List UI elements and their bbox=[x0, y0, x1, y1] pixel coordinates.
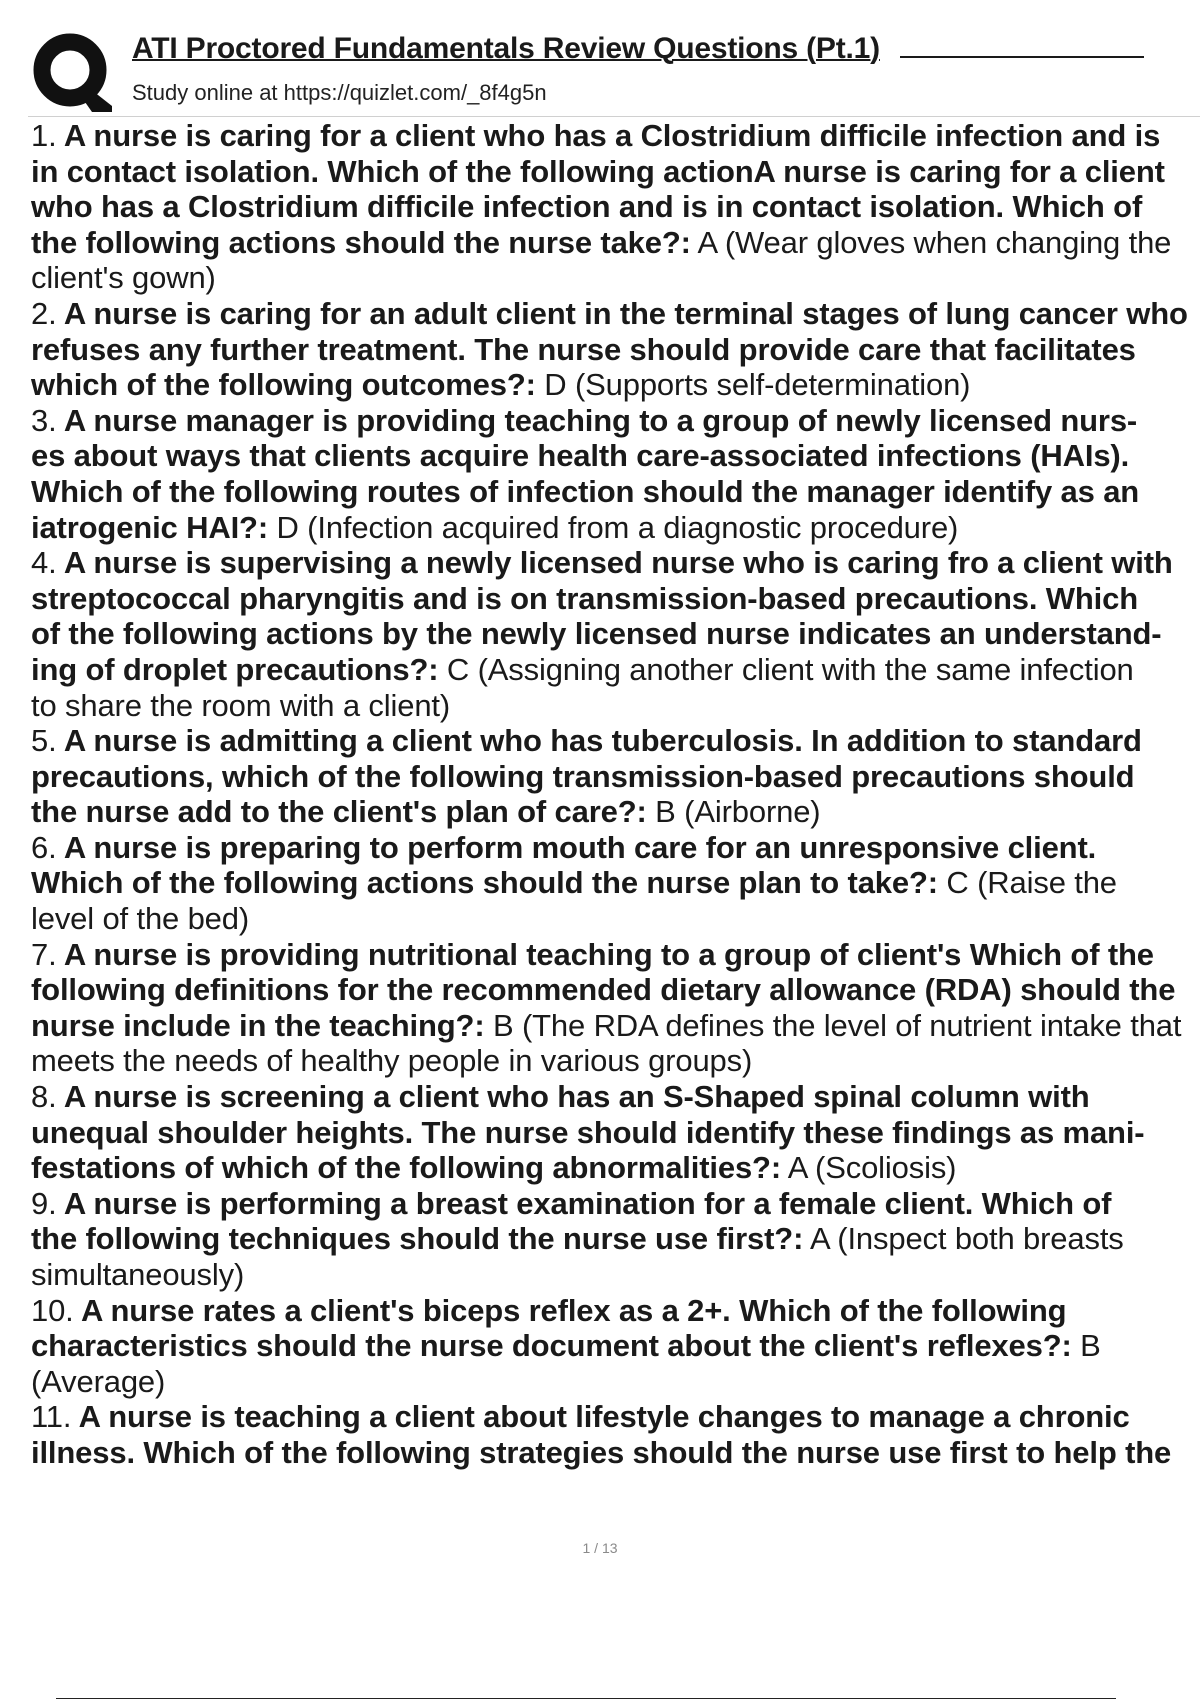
answer-text: A (Scoliosis) bbox=[781, 1150, 957, 1186]
question-line bbox=[31, 225, 1200, 261]
question-text: iatrogenic HAI?: bbox=[31, 509, 269, 545]
question-item bbox=[31, 545, 1200, 581]
question-text: A nurse is admitting a client who has tuberculosis. In addition to standard bbox=[56, 723, 1142, 759]
question-text: A nurse is screening a client who has an S-Shaped spinal column with bbox=[56, 1079, 1090, 1115]
question-text: unequal shoulder heights. The nurse should identify these findings as mani- bbox=[31, 1114, 1145, 1150]
question-text: nurse include in the teaching?: bbox=[31, 1007, 485, 1043]
question-line bbox=[31, 1008, 1200, 1044]
question-text: A nurse is caring for an adult client in the terminal stages of lung cancer who bbox=[56, 295, 1188, 331]
question-number: 8. bbox=[31, 1079, 57, 1115]
question-item bbox=[31, 296, 1200, 332]
question-line bbox=[31, 474, 1200, 510]
question-text: refuses any further treatment. The nurse should provide care that facilitates bbox=[31, 331, 1136, 367]
question-number: 5. bbox=[31, 723, 57, 759]
question-number: 4. bbox=[31, 545, 57, 581]
answer-text: B (The RDA defines the level of nutrient intake that bbox=[484, 1007, 1182, 1043]
question-line bbox=[31, 1435, 1200, 1471]
question-line bbox=[31, 367, 1200, 403]
question-line bbox=[31, 581, 1200, 617]
question-item bbox=[31, 723, 1200, 759]
question-line bbox=[31, 332, 1200, 368]
answer-text: (Average) bbox=[31, 1363, 166, 1399]
question-item bbox=[31, 118, 1200, 154]
question-number: 6. bbox=[31, 829, 57, 865]
question-number: 7. bbox=[31, 936, 57, 972]
footer-rule bbox=[56, 1698, 1116, 1699]
question-line bbox=[31, 794, 1200, 830]
answer-text: C (Raise the bbox=[937, 865, 1117, 901]
question-text: A nurse manager is providing teaching to a group of newly licensed nurs- bbox=[56, 402, 1138, 438]
answer-text: B bbox=[1071, 1328, 1101, 1364]
question-text: the following actions should the nurse take?: bbox=[31, 224, 691, 260]
question-item bbox=[31, 1293, 1200, 1329]
question-number: 2. bbox=[31, 295, 57, 331]
question-list bbox=[31, 118, 1200, 1471]
question-number: 11. bbox=[31, 1399, 72, 1435]
question-text: A nurse is caring for a client who has a Clostridium difficile infection and is bbox=[56, 118, 1161, 153]
question-line bbox=[31, 1115, 1200, 1151]
answer-text: client's gown) bbox=[31, 260, 216, 296]
question-line bbox=[31, 1364, 1200, 1400]
question-line bbox=[31, 1043, 1200, 1079]
study-online-link[interactable]: Study online at https://quizlet.com/_8f4g5n bbox=[132, 80, 547, 105]
question-text: the nurse add to the client's plan of care?: bbox=[31, 794, 647, 830]
question-line bbox=[31, 901, 1200, 937]
question-line bbox=[31, 616, 1200, 652]
question-text: ing of droplet precautions?: bbox=[31, 651, 439, 687]
question-line bbox=[31, 1257, 1200, 1293]
question-line bbox=[31, 154, 1200, 190]
quizlet-logo-icon bbox=[32, 32, 112, 112]
question-line bbox=[31, 652, 1200, 688]
question-line bbox=[31, 189, 1200, 225]
question-item bbox=[31, 937, 1200, 973]
question-text: precautions, which of the following transmission-based precautions should bbox=[31, 758, 1135, 794]
question-text: following definitions for the recommended dietary allowance (RDA) should the bbox=[31, 972, 1176, 1008]
title-rule bbox=[900, 56, 1144, 58]
question-text: A nurse is supervising a newly licensed nurse who is caring fro a client with bbox=[56, 545, 1173, 581]
question-line bbox=[31, 1221, 1200, 1257]
answer-text: A (Wear gloves when changing the bbox=[690, 224, 1172, 260]
question-line bbox=[31, 510, 1200, 546]
answer-text: to share the room with a client) bbox=[31, 687, 451, 723]
question-text: Which of the following actions should the nurse plan to take?: bbox=[31, 865, 938, 901]
question-text: A nurse rates a client's biceps reflex as a 2+. Which of the following bbox=[73, 1292, 1067, 1328]
document-header bbox=[0, 0, 1200, 118]
question-number: 1. bbox=[31, 118, 57, 153]
question-line bbox=[31, 1328, 1200, 1364]
question-number: 9. bbox=[31, 1185, 57, 1221]
question-text: A nurse is preparing to perform mouth care for an unresponsive client. bbox=[56, 829, 1097, 865]
question-line bbox=[31, 972, 1200, 1008]
question-text: es about ways that clients acquire health care-associated infections (HAIs). bbox=[31, 438, 1130, 474]
question-line bbox=[31, 759, 1200, 795]
question-item bbox=[31, 1186, 1200, 1222]
answer-text: D (Infection acquired from a diagnostic procedure) bbox=[268, 509, 959, 545]
question-text: festations of which of the following abnormalities?: bbox=[31, 1150, 781, 1186]
question-text: the following techniques should the nurse use first?: bbox=[31, 1221, 804, 1257]
question-item bbox=[31, 1399, 1200, 1435]
question-item bbox=[31, 830, 1200, 866]
question-text: A nurse is teaching a client about lifestyle changes to manage a chronic bbox=[71, 1399, 1130, 1435]
question-line bbox=[31, 1150, 1200, 1186]
question-text: characteristics should the nurse document about the client's reflexes?: bbox=[31, 1328, 1072, 1364]
question-number: 3. bbox=[31, 402, 57, 438]
question-text: Which of the following routes of infection should the manager identify as an bbox=[31, 473, 1140, 509]
question-text: A nurse is providing nutritional teaching to a group of client's Which of the bbox=[56, 936, 1154, 972]
question-line bbox=[31, 260, 1200, 296]
answer-text: C (Assigning another client with the same infection bbox=[438, 651, 1134, 687]
question-text: of the following actions by the newly licensed nurse indicates an understand- bbox=[31, 616, 1162, 652]
question-line bbox=[31, 688, 1200, 724]
question-line bbox=[31, 865, 1200, 901]
question-text: who has a Clostridium difficile infection and is in contact isolation. Which of bbox=[31, 189, 1143, 225]
question-text: streptococcal pharyngitis and is on transmission-based precautions. Which bbox=[31, 580, 1139, 616]
question-text: A nurse is performing a breast examination for a female client. Which of bbox=[56, 1185, 1112, 1221]
answer-text: D (Supports self-determination) bbox=[535, 367, 971, 403]
answer-text: B (Airborne) bbox=[646, 794, 821, 830]
question-line bbox=[31, 438, 1200, 474]
answer-text: level of the bed) bbox=[31, 901, 250, 937]
question-item bbox=[31, 1079, 1200, 1115]
answer-text: simultaneously) bbox=[31, 1257, 245, 1292]
page-title: ATI Proctored Fundamentals Review Questions (Pt.1) bbox=[132, 32, 880, 65]
question-item bbox=[31, 403, 1200, 439]
answer-text: A (Inspect both breasts bbox=[803, 1221, 1124, 1257]
answer-text: meets the needs of healthy people in various groups) bbox=[31, 1043, 753, 1079]
question-text: illness. Which of the following strategies should the nurse use first to help the bbox=[31, 1434, 1172, 1470]
header-divider bbox=[28, 116, 1200, 117]
question-number: 10. bbox=[31, 1292, 74, 1328]
page-number: 1 / 13 bbox=[582, 1540, 618, 1556]
question-text: which of the following outcomes?: bbox=[31, 367, 536, 403]
question-text: in contact isolation. Which of the following actionA nurse is caring for a client bbox=[31, 153, 1165, 189]
